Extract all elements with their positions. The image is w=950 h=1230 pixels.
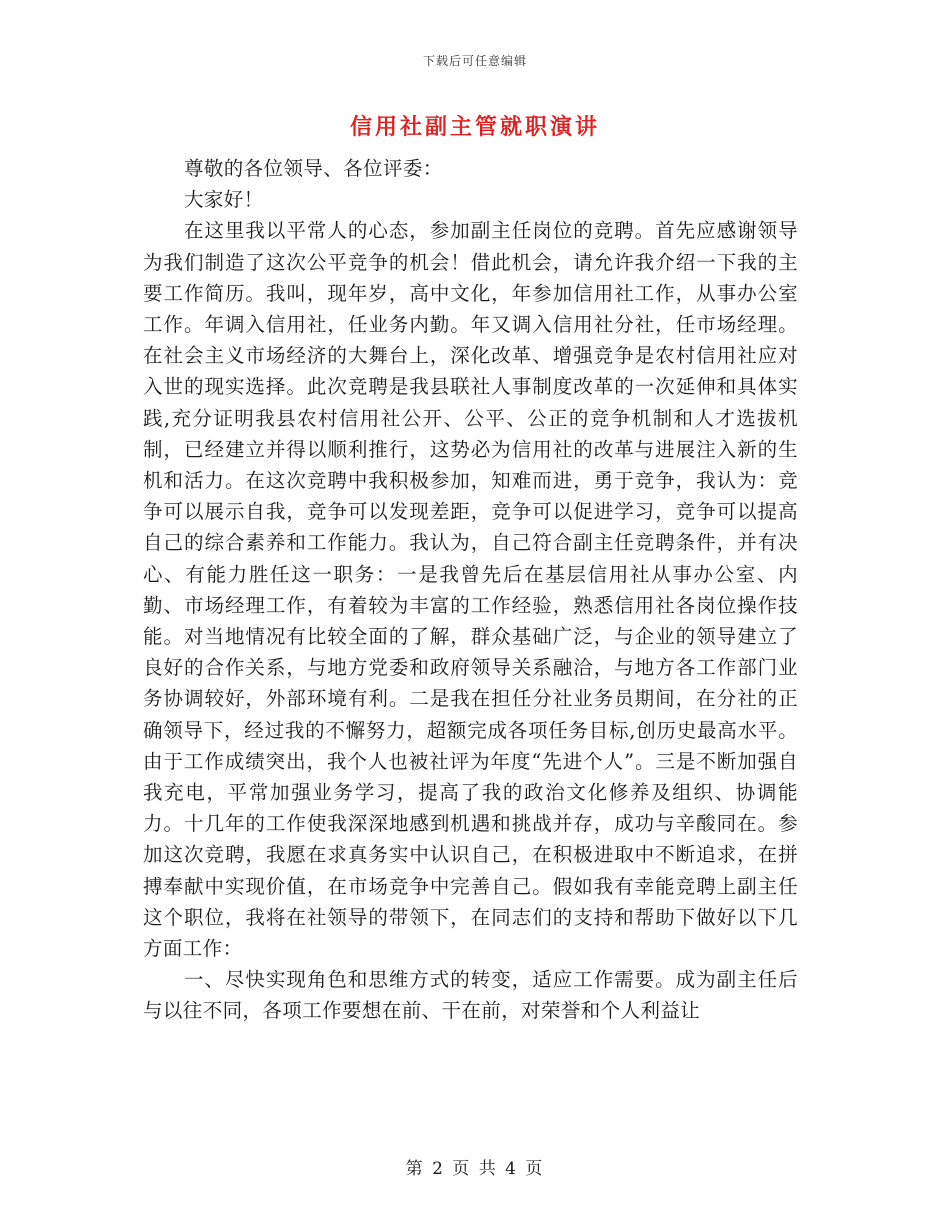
paragraph-2: 一、尽快实现角色和思维方式的转变，适应工作需要。成为副主任后与以往不同，各项工作要想在前、干在前，对荣誉和个人利益让 bbox=[143, 968, 798, 1023]
header-note: 下载后可任意编辑 bbox=[422, 54, 527, 68]
greeting: 大家好！ bbox=[183, 188, 264, 212]
paragraph-1: 在这里我以平常人的心态，参加副主任岗位的竞聘。首先应感谢领导为我们制造了这次公平竞争的机会！借此机会，请允许我介绍一下我的主要工作简历。我叫，现年岁，高中文化，年参加信用社工作，从事办公室工作。年调入信用社，任业务内勤。年又调入信用社分社，任市场经理。在社会主义市场经济的大舞台上，深化改革、增强竞争是农村信用社应对入世的现实选择。此次竞聘是我县联社人事制度改革的一次延伸和具体实践,充分证明我县农村信用社公开、公平、公正的竞争机制和人才选拔机制，已经建立并得以顺利推行，这势必为信用社的改革与进展注入新的生机和活力。在这次竞聘中我积极参加，知难而进，勇于竞争，我认为：竞争可以展示自我，竞争可以发现差距，竞争可以促进学习，竞争可以提高自己的综合素养和工作能力。我认为，自己符合副主任竞聘条件，并有决心、有能力胜任这一职务：一是我曾先后在基层信用社从事办公室、内勤、市场经理工作，有着较为丰富的工作经验，熟悉信用社各岗位操作技能。对当地情况有比较全面的了解，群众基础广泛，与企业的领导建立了良好的合作关系，与地方党委和政府领导关系融洽，与地方各工作部门业务协调较好，外部环境有利。二是我在担任分社业务员期间，在分社的正确领导下，经过我的不懈努力，超额完成各项任务目标,创历史最高水平。由于工作成绩突出，我个人也被社评为年度“先进个人”。三是不断加强自我充电，平常加强业务学习，提高了我的政治文化修养及组织、协调能力。十几年的工作使我深深地感到机遇和挑战并存，成功与辛酸同在。参加这次竞聘，我愿在求真务实中认识自己，在积极进取中不断追求，在拼搏奉献中实现价值，在市场竞争中完善自己。假如我有幸能竞聘上副主任这个职位，我将在社领导的带领下，在同志们的支持和帮助下做好以下几方面工作： bbox=[143, 219, 798, 961]
document-body bbox=[143, 153, 798, 1027]
page-number-footer: 第 2 页 共 4 页 bbox=[405, 1159, 545, 1179]
salutation: 尊敬的各位领导、各位评委： bbox=[183, 157, 443, 180]
document-title: 信用社副主管就职演讲 bbox=[349, 115, 600, 140]
